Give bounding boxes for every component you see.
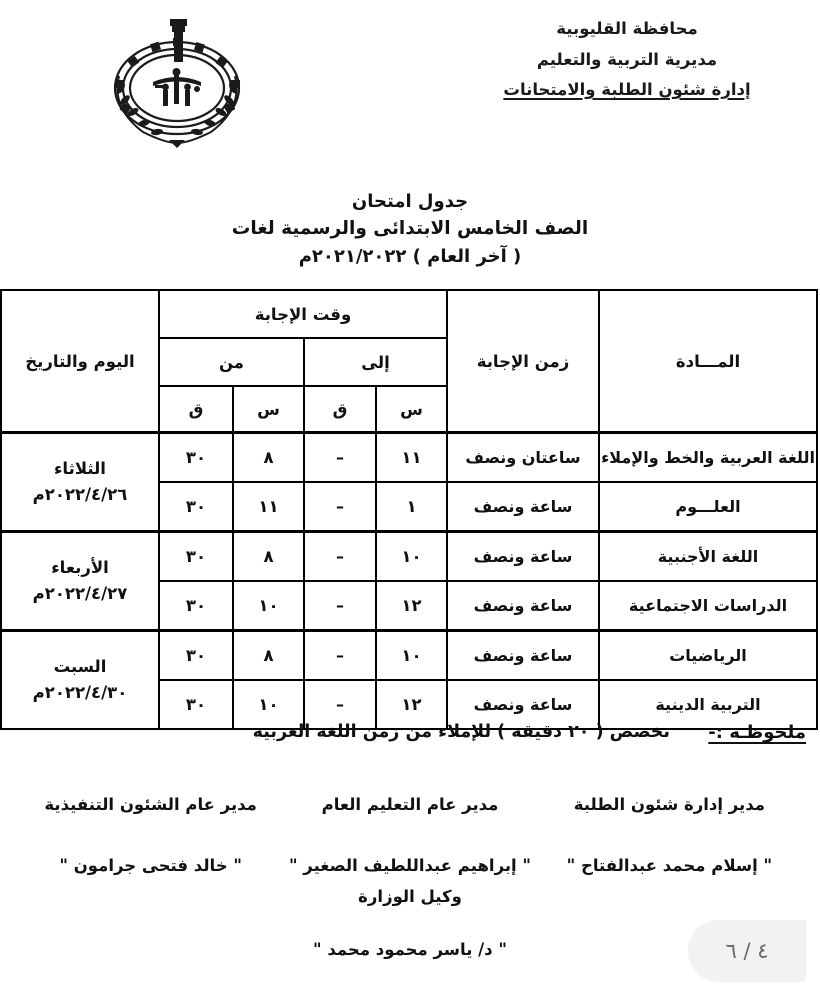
day-date: ٢٠٢٢/٤/٢٦م bbox=[32, 485, 128, 504]
header-row-1 bbox=[1, 290, 817, 338]
cell-to-hour: ١٠ bbox=[376, 532, 447, 582]
cell-from-hour: ١١ bbox=[233, 482, 304, 532]
cell-duration: ساعة ونصف bbox=[447, 532, 599, 582]
cell-duration: ساعتان ونصف bbox=[447, 433, 599, 483]
cell-to-hour: ١ bbox=[376, 482, 447, 532]
cell-to-hour: ١١ bbox=[376, 433, 447, 483]
title-line-3: ( آخر العام ) ٢٠٢١/٢٠٢٢م bbox=[298, 245, 522, 267]
cell-subject: العلـــوم bbox=[599, 482, 817, 532]
cell-to-hour: ١٠ bbox=[376, 631, 447, 681]
cell-duration: ساعة ونصف bbox=[447, 680, 599, 729]
day-date: ٢٠٢٢/٤/٢٧م bbox=[32, 584, 128, 603]
deputy-title: وكيل الوزارة bbox=[358, 887, 462, 906]
cell-from-hour: ٨ bbox=[233, 532, 304, 582]
note-text: تخصص ( ٢٠ دقيقة ) للإملاء من زمن اللغة العربية bbox=[252, 722, 670, 742]
th-subject: المـــادة bbox=[599, 290, 817, 433]
signature-name: " إسلام محمد عبدالفتاح " bbox=[566, 856, 773, 875]
table-row bbox=[1, 532, 817, 582]
signature-titles-row bbox=[15, 795, 805, 875]
table-body bbox=[1, 433, 817, 730]
table-row bbox=[1, 433, 817, 483]
cell-duration: ساعة ونصف bbox=[447, 631, 599, 681]
cell-subject: الدراسات الاجتماعية bbox=[599, 581, 817, 631]
note-label: ملحوظـة :- bbox=[708, 722, 806, 743]
th-minute-to: ق bbox=[304, 386, 376, 433]
th-minute-from: ق bbox=[159, 386, 233, 433]
th-hour-to: س bbox=[376, 386, 447, 433]
th-to: إلى bbox=[304, 338, 447, 386]
cell-from-hour: ١٠ bbox=[233, 680, 304, 729]
exam-schedule-table bbox=[0, 289, 818, 730]
cell-to-minute: – bbox=[304, 631, 376, 681]
table-row bbox=[1, 631, 817, 681]
page-title bbox=[0, 188, 820, 270]
cell-to-minute: – bbox=[304, 433, 376, 483]
signature-block-executive-affairs bbox=[21, 795, 280, 875]
document-header bbox=[0, 0, 820, 165]
title-line-1: جدول امتحان bbox=[351, 191, 469, 212]
table-head bbox=[1, 290, 817, 433]
cell-from-minute: ٣٠ bbox=[159, 581, 233, 631]
signature-block-student-affairs bbox=[540, 795, 799, 875]
signature-name: " خالد فتحى جرامون " bbox=[59, 856, 242, 875]
page-indicator-text: ٤ / ٦ bbox=[725, 939, 769, 963]
cell-to-minute: – bbox=[304, 482, 376, 532]
title-line-2: الصف الخامس الابتدائى والرسمية لغات bbox=[231, 218, 589, 239]
cell-to-hour: ١٢ bbox=[376, 581, 447, 631]
cell-to-hour: ١٢ bbox=[376, 680, 447, 729]
cell-to-minute: – bbox=[304, 581, 376, 631]
cell-subject: اللغة الأجنبية bbox=[599, 532, 817, 582]
deputy-name: " د/ ياسر محمود محمد " bbox=[313, 940, 507, 959]
cell-subject: اللغة العربية والخط والإملاء bbox=[599, 433, 817, 483]
cell-to-minute: – bbox=[304, 532, 376, 582]
cell-from-hour: ٨ bbox=[233, 631, 304, 681]
signature-title: مدير إدارة شئون الطلبة bbox=[573, 795, 765, 814]
cell-from-hour: ١٠ bbox=[233, 581, 304, 631]
directorate-line: مديرية التربية والتعليم bbox=[536, 49, 718, 69]
th-day-date: اليوم والتاريخ bbox=[1, 290, 159, 433]
day-name: الثلاثاء bbox=[54, 459, 106, 479]
th-answer-time: وقت الإجابة bbox=[159, 290, 447, 338]
signature-name: " إبراهيم عبداللطيف الصغير " bbox=[288, 856, 532, 875]
th-hour-from: س bbox=[233, 386, 304, 433]
cell-duration: ساعة ونصف bbox=[447, 581, 599, 631]
signature-title: مدير عام الشئون التنفيذية bbox=[44, 795, 257, 814]
note-section bbox=[0, 722, 820, 762]
cell-day-date bbox=[1, 433, 159, 532]
page-indicator bbox=[688, 920, 806, 982]
cell-from-minute: ٣٠ bbox=[159, 482, 233, 532]
signature-block-general-education bbox=[280, 795, 539, 875]
cell-duration: ساعة ونصف bbox=[447, 482, 599, 532]
th-from: من bbox=[159, 338, 304, 386]
day-name: الأربعاء bbox=[51, 558, 109, 578]
department-line: إدارة شئون الطلبة والامتحانات bbox=[503, 80, 751, 100]
cell-to-minute: – bbox=[304, 680, 376, 729]
cell-from-minute: ٣٠ bbox=[159, 532, 233, 582]
day-name: السبت bbox=[53, 657, 107, 677]
th-duration: زمن الإجابة bbox=[447, 290, 599, 433]
cell-subject: الرياضيات bbox=[599, 631, 817, 681]
signature-title: مدير عام التعليم العام bbox=[321, 795, 499, 814]
cell-day-date bbox=[1, 532, 159, 631]
governorate-line: محافظة القليوبية bbox=[556, 19, 698, 38]
day-date: ٢٠٢٢/٤/٣٠م bbox=[32, 683, 128, 702]
cell-from-minute: ٣٠ bbox=[159, 680, 233, 729]
cell-from-hour: ٨ bbox=[233, 433, 304, 483]
cell-from-minute: ٣٠ bbox=[159, 631, 233, 681]
cell-from-minute: ٣٠ bbox=[159, 433, 233, 483]
exam-schedule-table-wrapper bbox=[2, 289, 818, 730]
cell-day-date bbox=[1, 631, 159, 730]
cell-subject: التربية الدينية bbox=[599, 680, 817, 729]
organization-heading bbox=[452, 14, 802, 106]
egypt-education-emblem-icon bbox=[95, 16, 260, 151]
